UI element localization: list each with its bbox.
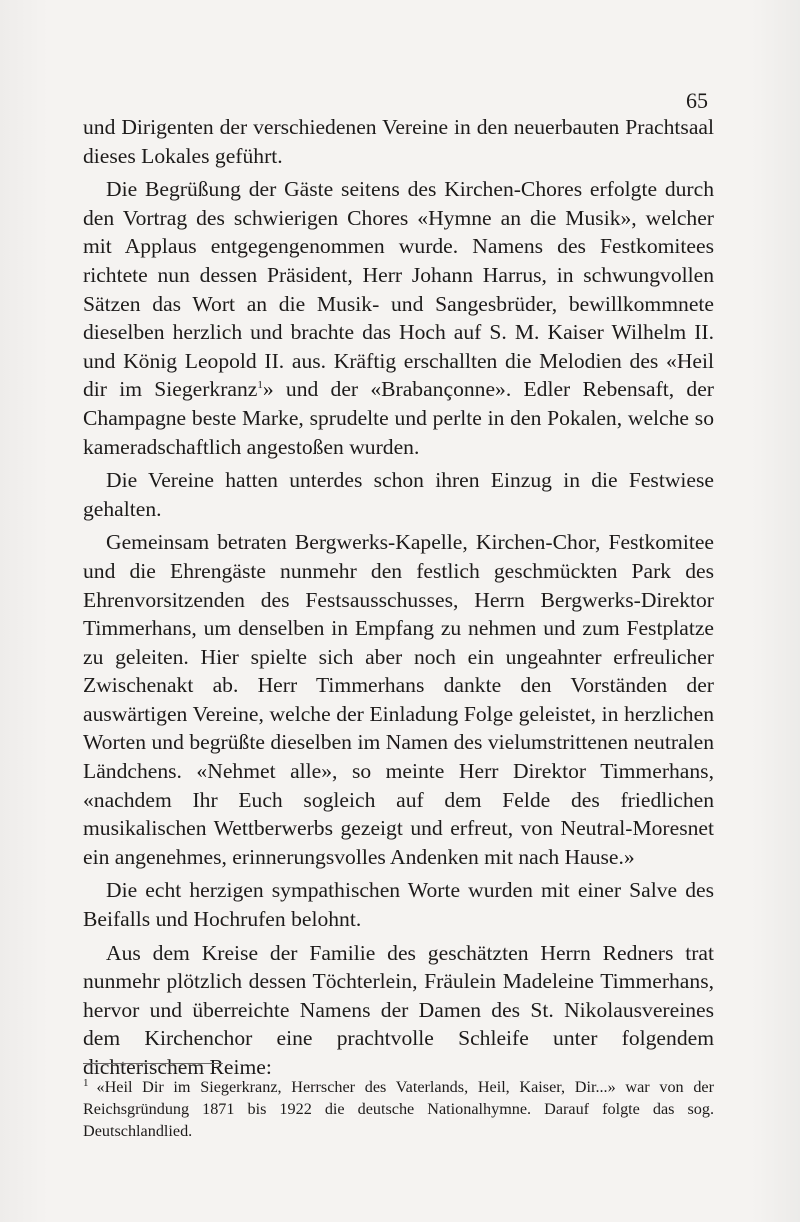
footnote — [83, 1076, 714, 1142]
footnote-mark: 1 — [83, 1076, 89, 1089]
paragraph-1: und Dirigenten der verschiedenen Vereine in den neuerbauten Prachtsaal dieses Lokales geführt. — [83, 115, 714, 168]
paragraph-2-text: Die Begrüßung der Gäste seitens des Kirchen-Chores erfolgte durch den Vortrag des schwierigen Chores «Hymne an die Musik», welcher mit Applaus entgegengenommen wurde. Namens des Festkomitees richtete nun dessen Präsident, Herr Johann Harrus, in schwungvollen Sätzen das Wort an die Musik- und Sangesbrüder, bewillkommnete dieselben herzlich und brachte das Hoch auf S. M. Kaiser Wilhelm II. und König Leopold II. aus. Kräftig erschallten die Melodien des «Heil dir im Siegerkranz — [83, 177, 714, 402]
paragraph-2-text-continued: » und der «Brabançonne». Edler Rebensaft, der Champagne beste Marke, sprudelte und perlte in den Pokalen, welche so kameradschaftlich angestoßen wurden. — [83, 377, 715, 459]
paragraph-2 — [83, 175, 714, 461]
paragraph-3: Die Vereine hatten unterdes schon ihren Einzug in die Festwiese gehalten. — [83, 468, 714, 521]
footnote-text: «Heil Dir im Siegerkranz, Herrscher des Vaterlands, Heil, Kaiser, Dir...» war von der Reichsgründung 1871 bis 1922 die deutsche Nationalhymne. Darauf folgte das sog. Deutschlandlied. — [83, 1078, 714, 1140]
paragraph-5: Die echt herzigen sympathischen Worte wurden mit einer Salve des Beifalls und Hochrufen belohnt. — [83, 878, 714, 932]
paragraph-6: Aus dem Kreise der Familie des geschätzten Herrn Redners trat nunmehr plötzlich dessen Töchterlein, Fräulein Madeleine Timmerhans, hervor und überreichte Namens der Damen des St. Nikolausvereines dem Kirchenchor eine prachtvolle Schleife unter folgendem dichterischem Reime: — [83, 940, 714, 1079]
footnote-divider — [83, 1063, 223, 1064]
footnote-reference: 1 — [257, 379, 263, 392]
page-number: 65 — [686, 88, 708, 113]
paragraph-4: Gemeinsam betraten Bergwerks-Kapelle, Kirchen-Chor, Festkomitee und die Ehrengäste nunmehr den festlich geschmückten Park des Ehrenvorsitzenden des Festsausschusses, Herrn Bergwerks-Direktor Timmerhans, um denselben in Empfang zu nehmen und zum Festplatze zu geleiten. Hier spielte sich aber noch ein ungeahnter erfreulicher Zwischenakt ab. Herr Timmerhans dankte den Vorständen der auswärtigen Vereine, welche der Einladung Folge geleistet, in herzlichen Worten und begrüßte dieselben im Namen des vielumstrittenen neutralen Ländchens. «Nehmet alle», so meinte Herr Direktor Timmerhans, «nachdem Ihr Euch sogleich auf dem Felde des friedlichen musikalischen Wettberwerbs gezeigt und erfreut, von Neutral-Moresnet ein angenehmes, erinnerungsvolles Andenken mit nach Hause.» — [83, 530, 714, 869]
body-text — [83, 113, 714, 1087]
